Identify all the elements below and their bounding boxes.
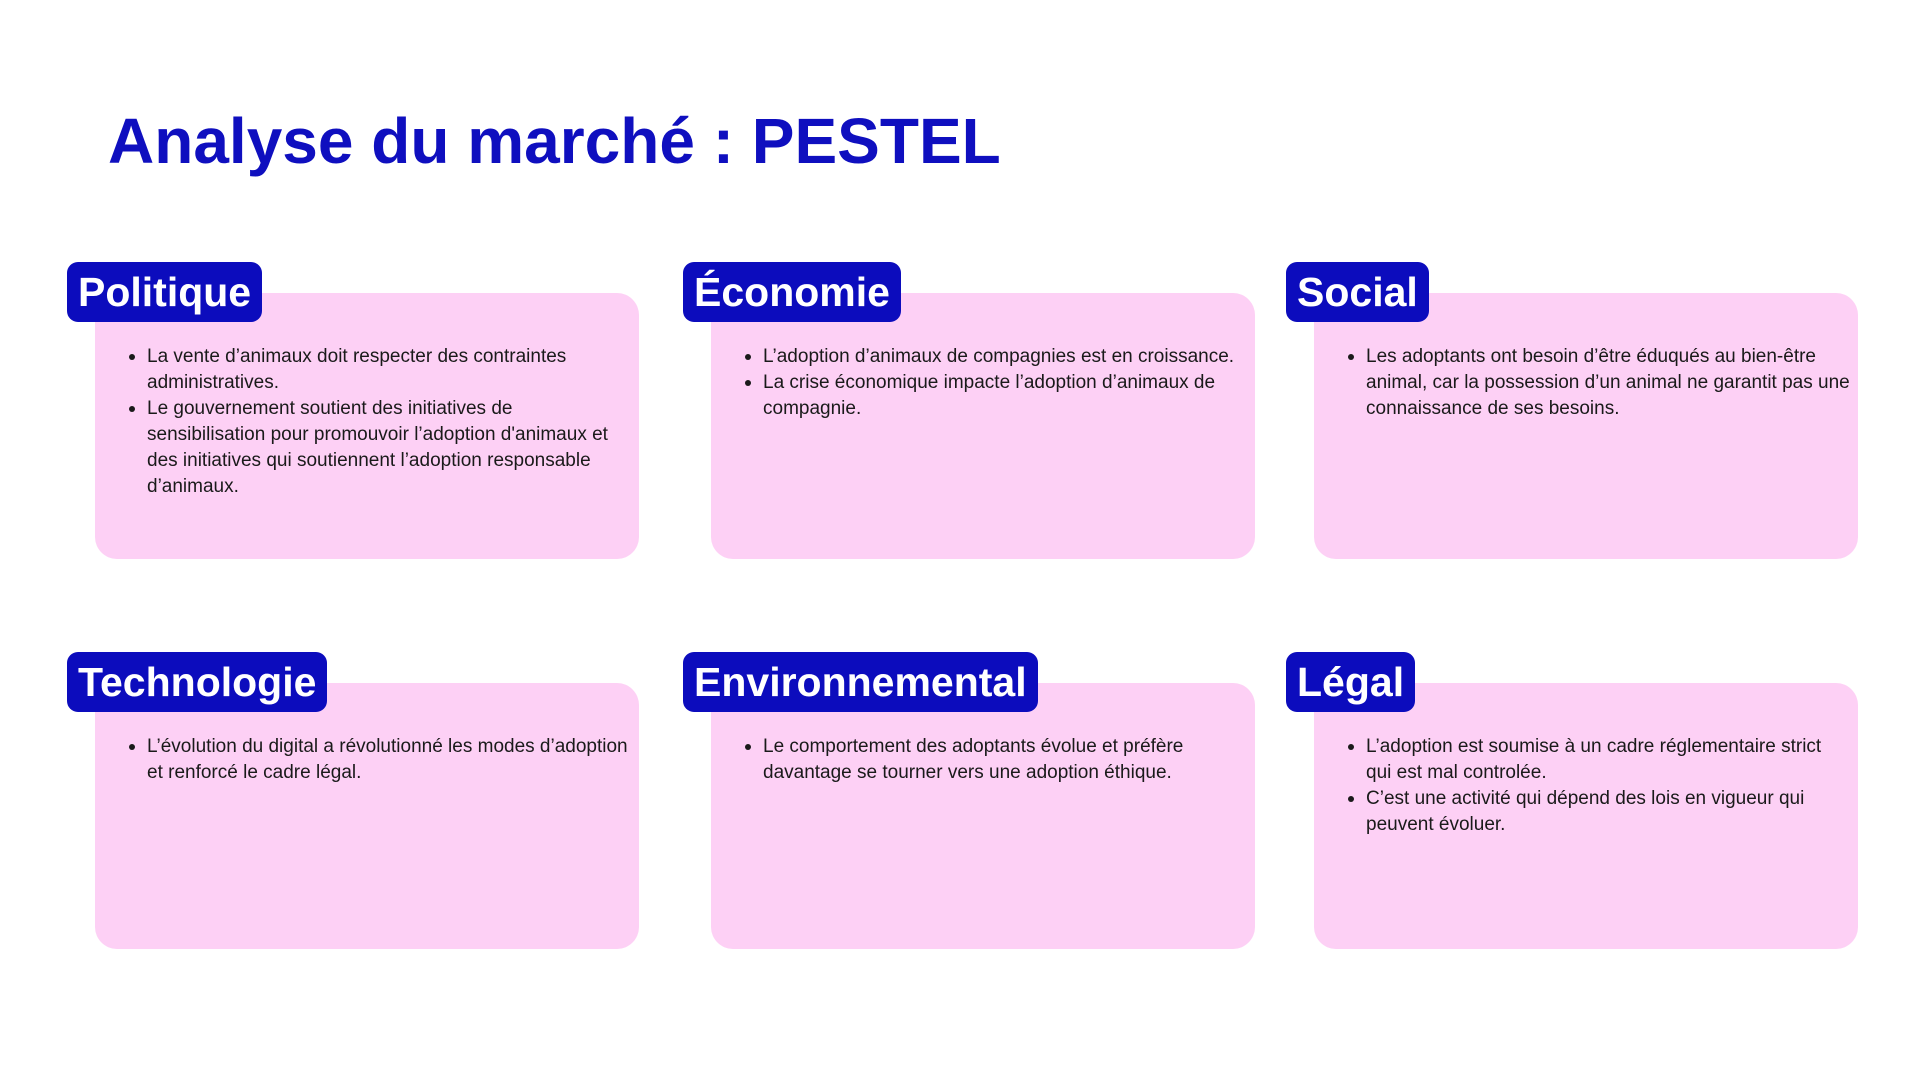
list-item: L’évolution du digital a révolutionné les modes d’adoption et renforcé le cadre légal. [127, 734, 631, 786]
pestel-card-legal [1297, 659, 1858, 949]
list-item: La crise économique impacte l’adoption d’animaux de compagnie. [743, 370, 1247, 422]
list-item: Les adoptants ont besoin d’être éduqués au bien-être animal, car la possession d’un animal ne garantit pas une connaissance de ses besoins. [1346, 344, 1850, 422]
card-label-legal: Légal [1286, 652, 1415, 712]
pestel-card-social [1297, 269, 1858, 559]
bullet-list [742, 344, 1247, 422]
card-label-politique: Politique [67, 262, 262, 322]
bullet-list [126, 734, 631, 786]
page-title: Analyse du marché : PESTEL [108, 105, 1001, 177]
bullet-list [742, 734, 1247, 786]
card-label-social: Social [1286, 262, 1429, 322]
bullet-list [1345, 734, 1850, 838]
pestel-card-economie [694, 269, 1255, 559]
list-item: L’adoption est soumise à un cadre réglementaire strict qui est mal controlée. [1346, 734, 1850, 786]
bullet-list [1345, 344, 1850, 422]
pestel-card-politique [78, 269, 639, 559]
list-item: La vente d’animaux doit respecter des contraintes administratives. [127, 344, 631, 396]
pestel-card-environnemental [694, 659, 1255, 949]
list-item: C’est une activité qui dépend des lois en vigueur qui peuvent évoluer. [1346, 786, 1850, 838]
list-item: Le gouvernement soutient des initiatives de sensibilisation pour promouvoir l’adoption d'animaux et des initiatives qui soutiennent l’adoption responsable d’animaux. [127, 396, 631, 500]
card-label-technologie: Technologie [67, 652, 327, 712]
pestel-card-technologie [78, 659, 639, 949]
list-item: Le comportement des adoptants évolue et préfère davantage se tourner vers une adoption éthique. [743, 734, 1247, 786]
card-label-environnemental: Environnemental [683, 652, 1038, 712]
card-label-economie: Économie [683, 262, 901, 322]
list-item: L’adoption d’animaux de compagnies est en croissance. [743, 344, 1247, 370]
bullet-list [126, 344, 631, 500]
